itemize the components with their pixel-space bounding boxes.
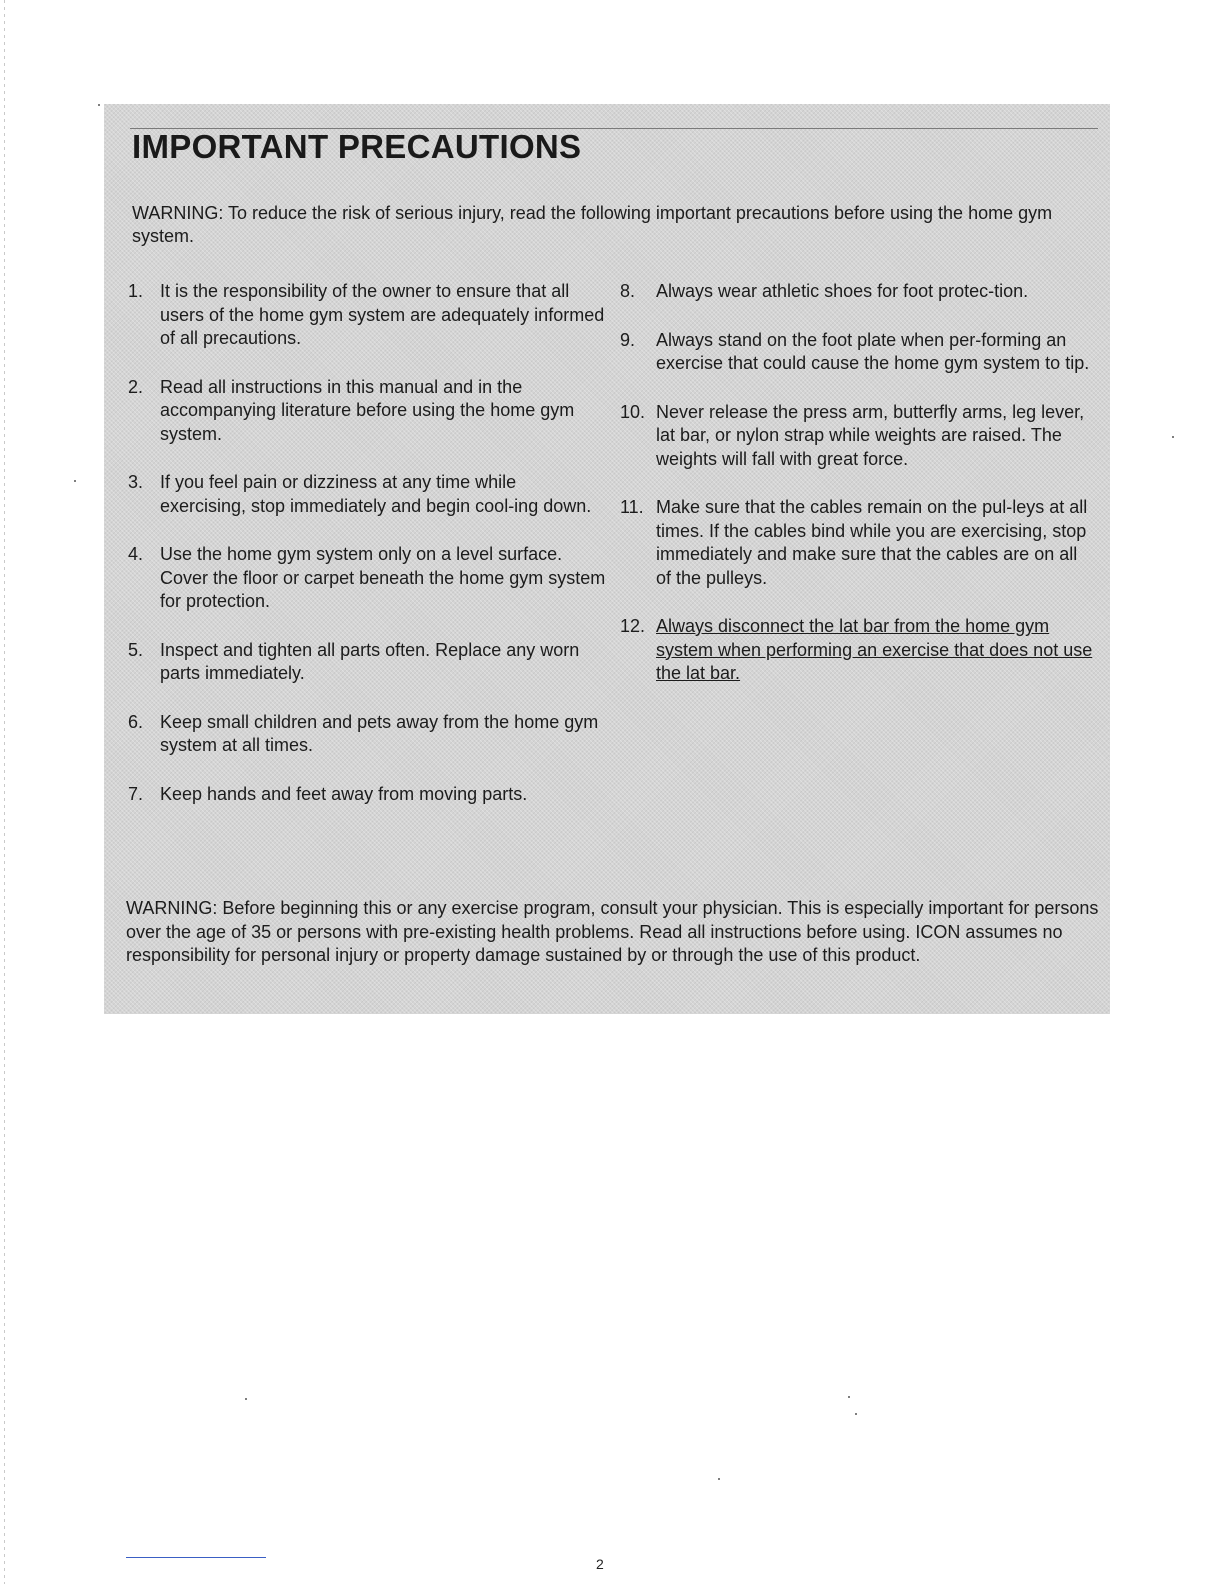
precaution-item — [128, 783, 606, 807]
warning-physician: WARNING: Before beginning this or any exercise program, consult your physician. This is especially important for persons over the age of 35 or persons with pre-existing health problems. Read all instructions before using. ICON assumes no responsibility for personal injury or property damage sustained by or through the use of this product. — [126, 898, 1099, 965]
precaution-item — [128, 543, 606, 614]
item-number: 11. — [620, 497, 644, 517]
item-number: 3. — [128, 472, 144, 492]
item-number: 8. — [620, 281, 636, 301]
item-text: Always wear athletic shoes for foot protec-tion. — [656, 281, 1029, 301]
item-text: Use the home gym system only on a level surface. Cover the floor or carpet beneath the home gym system for protection. — [160, 544, 606, 611]
item-text: It is the responsibility of the owner to ensure that all users of the home gym system are adequately informed of all precautions. — [160, 281, 605, 348]
item-number: 9. — [620, 329, 636, 350]
item-number: 7. — [128, 783, 144, 804]
footer-line — [126, 1557, 266, 1558]
scan-speck — [855, 1413, 857, 1415]
item-number: 10. — [620, 401, 646, 422]
item-number: 1. — [128, 281, 144, 301]
item-text: Make sure that the cables remain on the pul-leys at all times. If the cables bind while you are exercising, stop immediately and make sure that the cables are on all of the pulleys. — [656, 497, 1088, 588]
scan-speck — [718, 1478, 720, 1480]
precaution-item — [128, 471, 606, 518]
item-text: Read all instructions in this manual and in the accompanying literature before using the home gym system. — [160, 376, 575, 444]
scan-speck — [1172, 436, 1174, 438]
item-text: Inspect and tighten all parts often. Replace any worn parts immediately. — [160, 639, 580, 683]
scan-speck — [98, 104, 100, 106]
precaution-item — [620, 280, 1096, 304]
item-number: 2. — [128, 376, 144, 397]
precaution-item — [128, 376, 606, 447]
item-number: 4. — [128, 544, 144, 564]
precaution-item — [620, 615, 1096, 686]
item-number: 5. — [128, 639, 144, 660]
scan-speck — [74, 480, 76, 482]
precaution-item — [620, 329, 1096, 376]
item-text: Keep small children and pets away from the home gym system at all times. — [160, 711, 599, 755]
item-text: Always disconnect the lat bar from the home gym system when performing an exercise that does not use the lat bar. — [656, 616, 1093, 683]
item-number: 6. — [128, 711, 144, 732]
item-number: 12. — [620, 616, 646, 636]
precaution-item — [620, 496, 1096, 590]
page-number: 2 — [596, 1556, 604, 1572]
precaution-item — [128, 280, 606, 351]
scan-speck — [245, 1398, 247, 1400]
item-text: If you feel pain or dizziness at any time while exercising, stop immediately and begin cool-ing down. — [160, 472, 592, 516]
precaution-item — [620, 401, 1096, 472]
item-text: Keep hands and feet away from moving parts. — [160, 783, 528, 804]
scan-speck — [848, 1396, 850, 1398]
precaution-item — [128, 711, 606, 758]
warning-intro: WARNING: To reduce the risk of serious injury, read the following important precautions before using the home gym system. — [132, 203, 1053, 246]
precautions-right-column — [620, 280, 1096, 711]
page-title: IMPORTANT PRECAUTIONS — [132, 128, 582, 165]
precaution-item — [128, 639, 606, 686]
precautions-left-column — [128, 280, 606, 831]
scan-edge-line — [4, 0, 5, 1584]
item-text: Never release the press arm, butterfly arms, leg lever, lat bar, or nylon strap while weights are raised. The weights will fall with great force. — [656, 401, 1085, 469]
item-text: Always stand on the foot plate when per-forming an exercise that could cause the home gym system to tip. — [656, 329, 1090, 373]
